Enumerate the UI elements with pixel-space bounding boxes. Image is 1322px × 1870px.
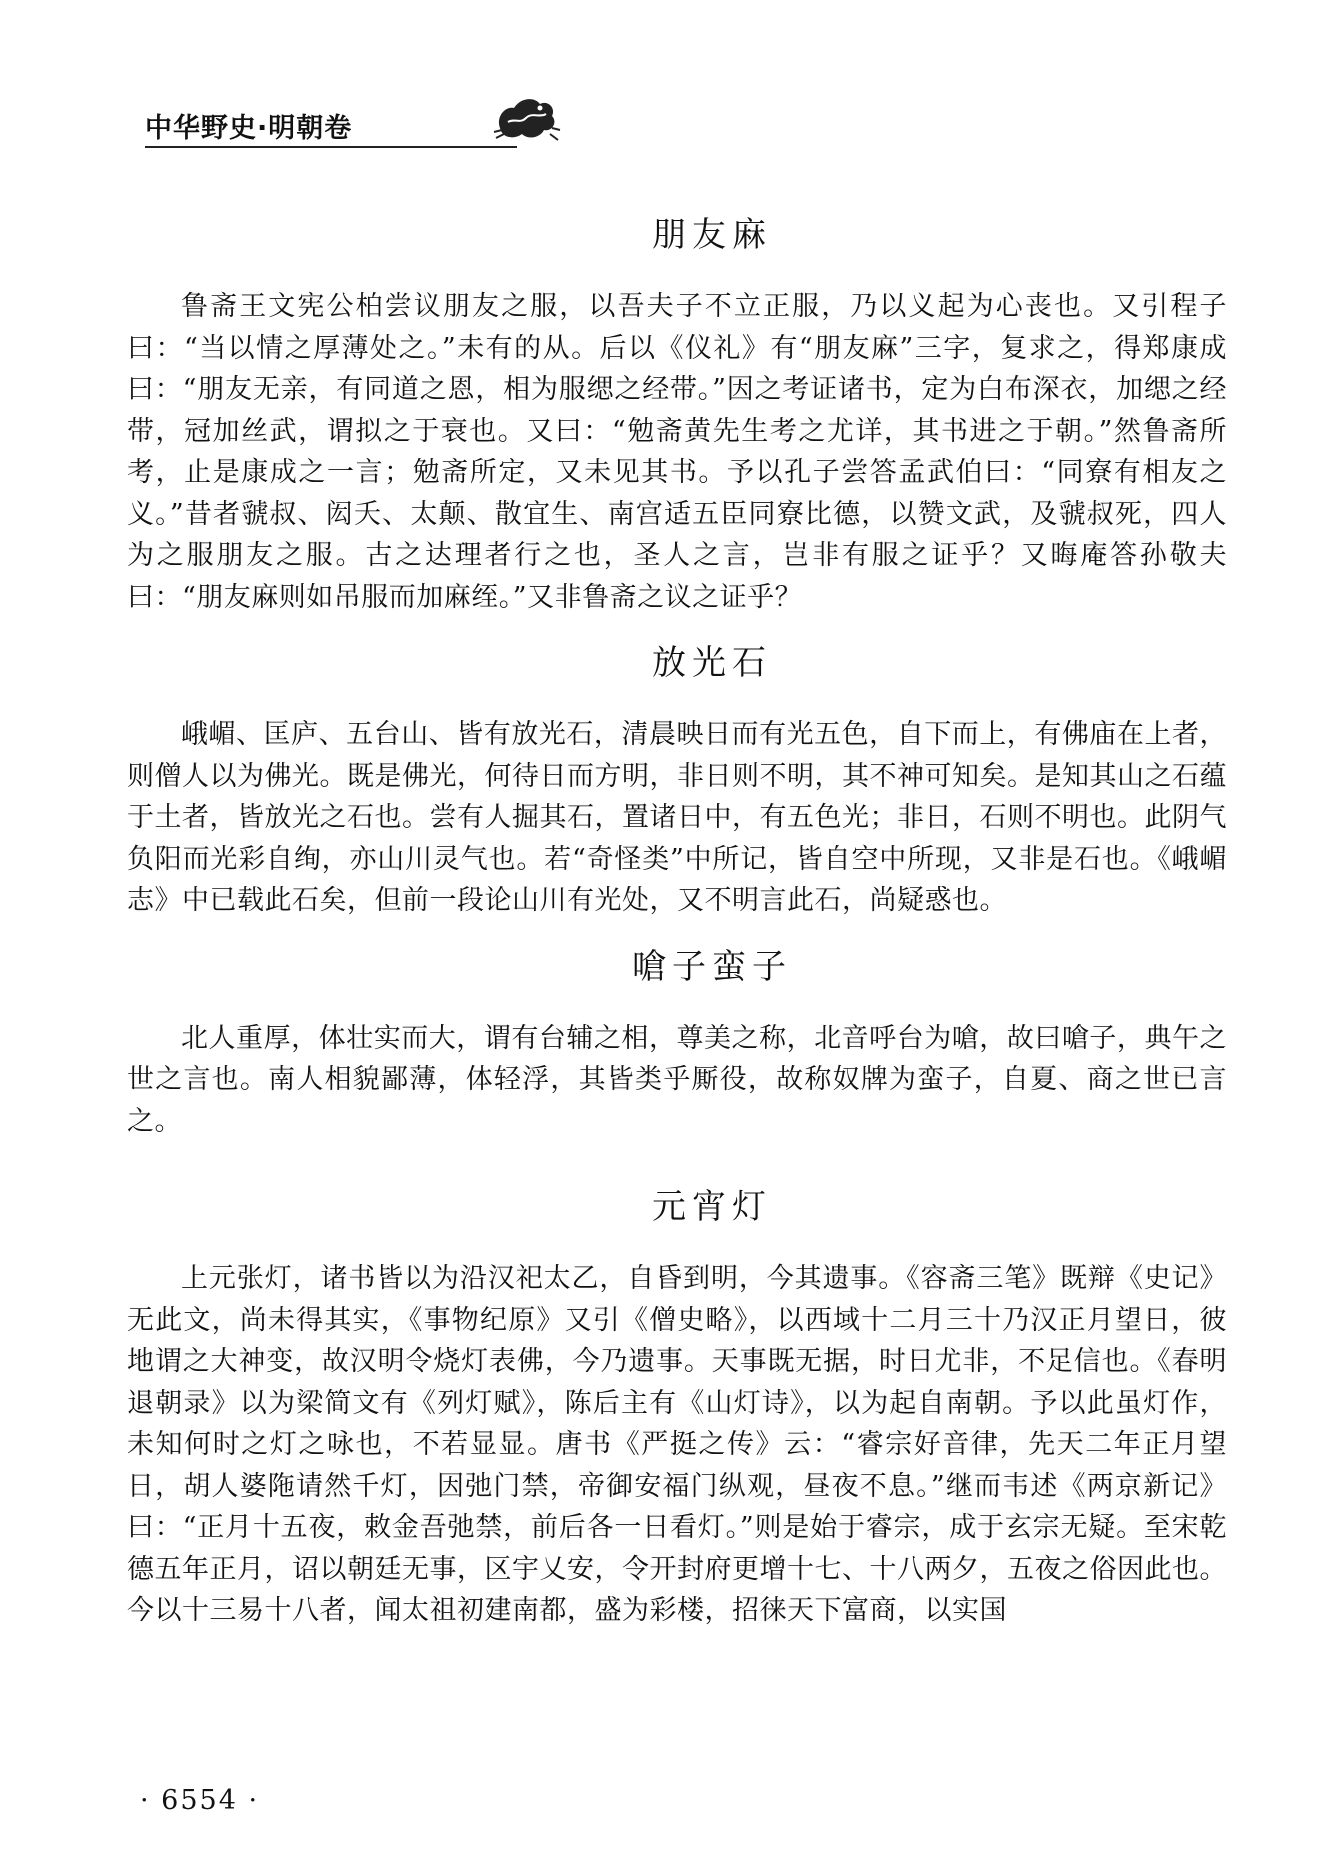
section-title: 放光石: [652, 643, 772, 683]
section-paragraph: 峨嵋、匡庐、五台山、皆有放光石，清晨映日而有光五色，自下而上，有佛庙在上者，则僧人以为佛光。既是佛光，何待日而方明，非日则不明，其不神可知矣。是知其山之石蕴于土者，皆放光之石也。尝有人掘其石，置诸日中，有五色光；非日，石则不明也。此阴气负阳而光彩自绚，亦山川灵气也。若“奇怪类”中所记，皆自空中所现，又非是石也。《峨嵋志》中已载此石矣，但前一段论山川有光处，又不明言此石，尚疑惑也。: [127, 719, 1227, 916]
page-content: [127, 210, 1227, 1632]
book-title: 中华野史·明朝卷: [145, 113, 353, 144]
section-title: 朋友麻: [652, 215, 772, 255]
section-paragraph: 北人重厚，体壮实而大，谓有台辅之相，尊美之称，北音呼台为嗆，故曰嗆子，典午之世之言也。南人相貌鄙薄，体轻浮，其皆类乎厮役，故称奴牌为蛮子，自夏、商之世已言之。: [127, 1022, 1227, 1137]
running-header: [145, 88, 565, 148]
dragon-ornament-icon: [490, 88, 562, 148]
header-rule: [145, 146, 517, 148]
section-paragraph: 上元张灯，诸书皆以为沿汉祀太乙，自昏到明，今其遗事。《容斋三笔》既辩《史记》无此文，尚未得其实，《事物纪原》又引《僧史略》，以西域十二月三十乃汉正月望日，彼地谓之大神变，故汉明令烧灯表佛，今乃遗事。天事既无据，时日尤非，不足信也。《春明退朝录》以为梁简文有《列灯赋》，陈后主有《山灯诗》，以为起自南朝。予以此虽灯作，未知何时之灯之咏也，不若显显。唐书《严挺之传》云：“睿宗好音律，先天二年正月望日，胡人婆陁请然千灯，因弛门禁，帝御安福门纵观，昼夜不息。”继而韦述《两京新记》曰：“正月十五夜，敕金吾弛禁，前后各一日看灯。”则是始于睿宗，成于玄宗无疑。至宋乾德五年正月，诏以朝廷无事，区宇乂安，令开封府更增十七、十八两夕，五夜之俗因此也。今以十三易十八者，闻太祖初建南都，盛为彩楼，招徕天下富商，以实国: [127, 1263, 1227, 1626]
section-title: 嗆子蛮子: [632, 946, 792, 987]
section-title: 元宵灯: [652, 1187, 772, 1227]
page-number: · 6554 ·: [140, 1785, 260, 1816]
section-paragraph: 鲁斋王文宪公柏尝议朋友之服，以吾夫子不立正服，乃以义起为心丧也。又引程子曰：“当以情之厚薄处之。”未有的从。后以《仪礼》有“朋友麻”三字，复求之，得郑康成曰：“朋友无亲，有同道之恩，相为服缌之经带。”因之考证诸书，定为白布深衣，加缌之经带，冠加丝武，谓拟之于衰也。又曰：“勉斋黄先生考之尤详，其书进之于朝。”然鲁斋所考，止是康成之一言；勉斋所定，又未见其书。予以孔子尝答孟武伯曰：“同寮有相友之义。”昔者虢叔、闳夭、太颠、散宜生、南宫适五臣同寮比德，以赞文武，及虢叔死，四人为之服朋友之服。古之达理者行之也，圣人之言，岂非有服之证乎？又晦庵答孙敬夫曰：“朋友麻则如吊服而加麻绖。”又非鲁斋之议之证乎？: [127, 291, 1227, 613]
